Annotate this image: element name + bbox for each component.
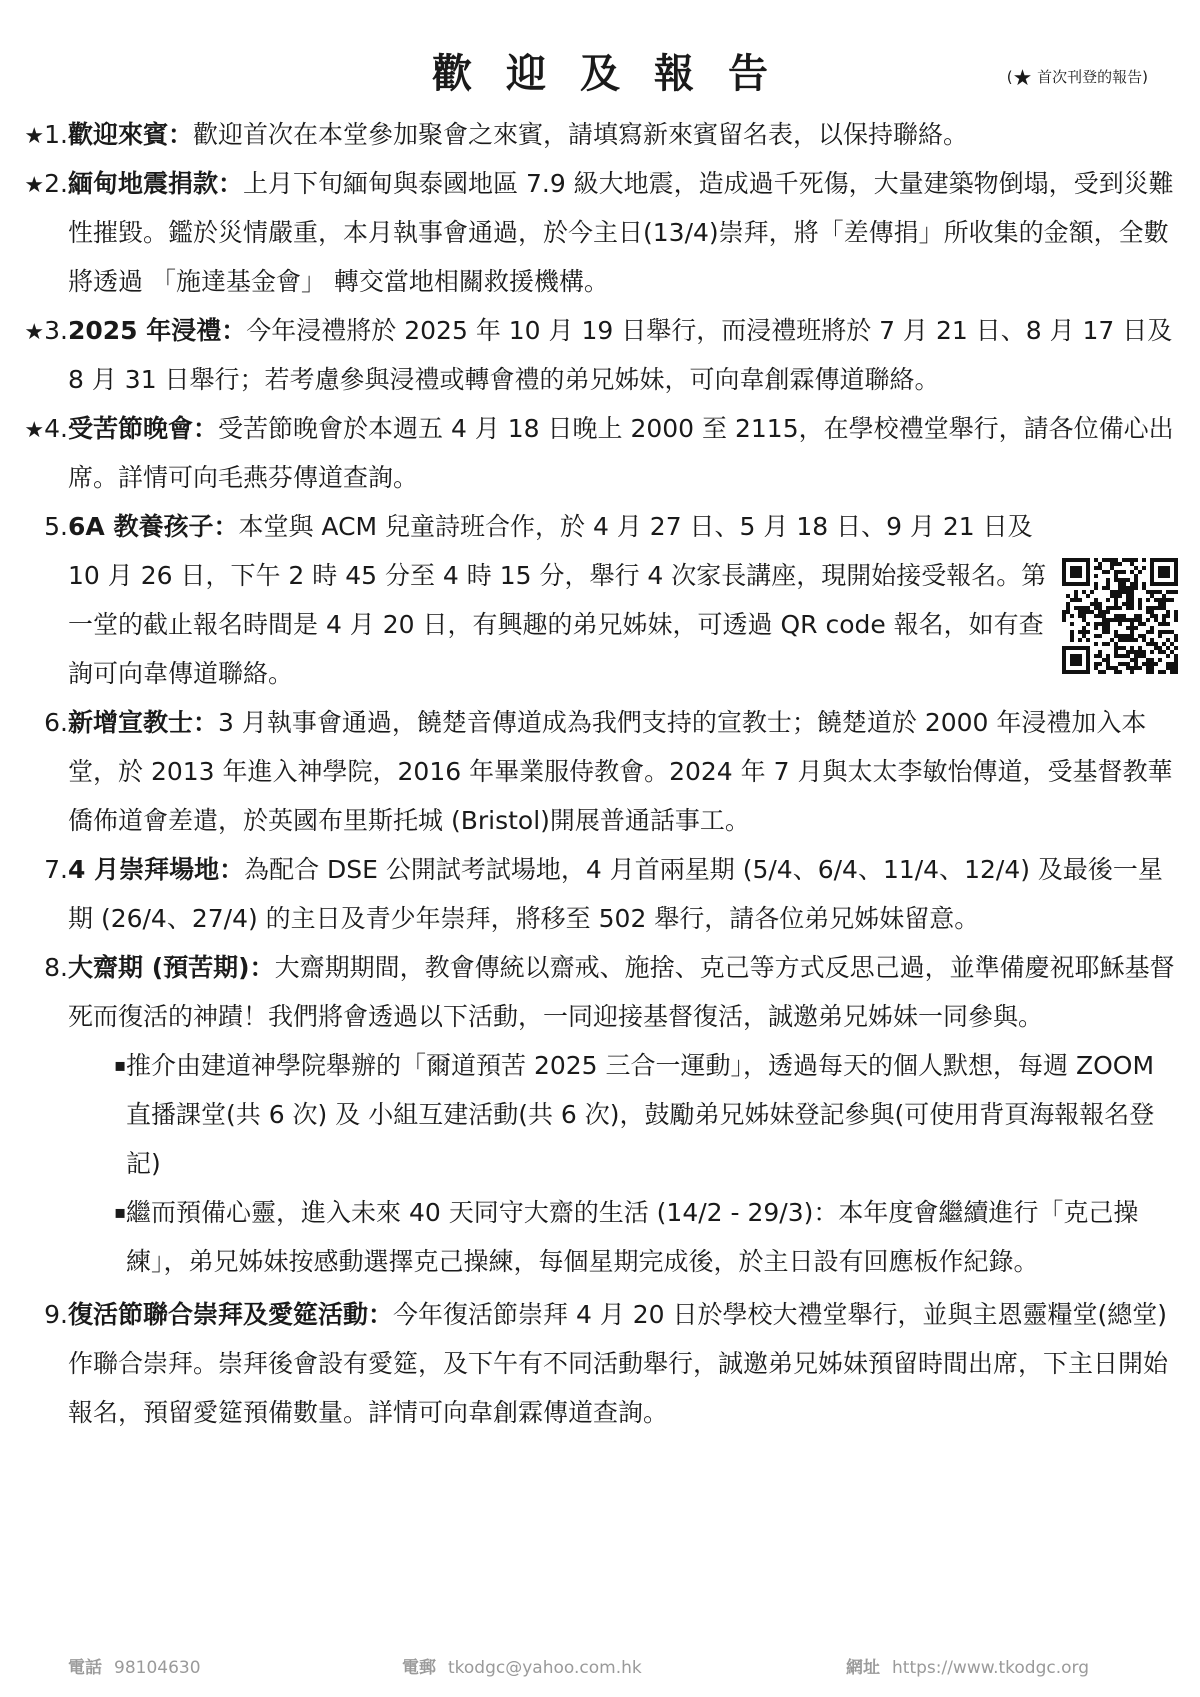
item-text: 大齋期期間，教會傳統以齋戒、施捨、克己等方式反思己過，並準備慶祝耶穌基督死而復活的神蹟！我們將會透過以下活動，一同迎接基督復活，誠邀弟兄姊妹一同參與。 — [68, 953, 1175, 1031]
item-text: 為配合 DSE 公開試考試場地，4 月首兩星期 (5/4、6/4、11/4、12/4) 及最後一星期 (26/4、27/4) 的主日及青少年崇拜，將移至 502 舉行，請各位弟兄姊妹留意。 — [68, 855, 1163, 933]
star-icon: ★ — [24, 418, 45, 443]
lent-bullet-1 — [0, 1041, 1200, 1188]
announcement-7 — [0, 845, 1200, 943]
announcement-6 — [0, 698, 1200, 845]
footer-website[interactable]: 網址 https://www.tkodgc.org — [846, 1658, 1090, 1678]
item-title: 大齋期 (預苦期)： — [68, 953, 275, 982]
announcement-9 — [0, 1290, 1200, 1437]
announcement-2 — [0, 159, 1200, 306]
item-title: 受苦節晚會： — [68, 414, 219, 443]
item-title: 緬甸地震捐款： — [68, 169, 244, 198]
item-number: 1. — [44, 120, 68, 149]
bullet-text: 推介由建道神學院舉辦的「爾道預苦 2025 三合一運動」，透過每天的個人默想，每週 ZOOM 直播課堂(共 6 次) 及 小組互建活動(共 6 次)，鼓勵弟兄姊妹登記參與(可使用背頁海報報名登記) — [126, 1051, 1155, 1178]
item-title: 2025 年浸禮： — [68, 316, 247, 345]
legend: (★ 首次刊登的報告) — [1006, 66, 1148, 91]
item-number: 6. — [44, 708, 68, 737]
announcements — [0, 110, 1200, 1437]
item-title: 歡迎來賓： — [68, 120, 194, 149]
star-icon: ★ — [1012, 66, 1033, 91]
star-icon: ★ — [24, 173, 45, 198]
item-text: 今年復活節崇拜 4 月 20 日於學校大禮堂舉行，並與主恩靈糧堂(總堂)作聯合崇拜。崇拜後會設有愛筵，及下午有不同活動舉行，誠邀弟兄姊妹預留時間出席，下主日開始報名，預留愛筵預備數量。詳情可向韋創霖傳道查詢。 — [68, 1300, 1169, 1427]
item-text: 歡迎首次在本堂參加聚會之來賓，請填寫新來賓留名表，以保持聯絡。 — [193, 120, 969, 149]
bullet-icon: ▪ — [114, 1202, 127, 1223]
page-title: 歡迎及報告 — [432, 51, 802, 97]
item-text: 3 月執事會通過，饒楚音傳道成為我們支持的宣教士；饒楚道於 2000 年浸禮加入本堂，於 2013 年進入神學院，2016 年畢業服侍教會。2024 年 7 月與太太李敏怡傳道，受基督教華僑佈道會差遣，於英國布里斯托城 (Bristol)開展普通話事工。 — [68, 708, 1173, 835]
announcement-1 — [0, 110, 1200, 159]
item-number: 8. — [44, 953, 68, 982]
item-text: 本堂與 ACM 兒童詩班合作，於 4 月 27 日、5 月 18 日、9 月 21 日及 10 月 26 日，下午 2 時 45 分至 4 時 15 分，舉行 4 次家長講座，現開始接受報名。第一堂的截止報名時間是 4 月 20 日，有興趣的弟兄姊妹，可透過 QR code 報名，如有查詢可向韋傳道聯絡。 — [68, 512, 1047, 688]
item-title: 復活節聯合崇拜及愛筵活動： — [68, 1300, 394, 1329]
item-title: 新增宣教士： — [68, 708, 219, 737]
item-number: 9. — [44, 1300, 68, 1329]
announcement-5 — [0, 502, 1200, 698]
qr-code[interactable] — [1062, 558, 1178, 674]
item-number: 5. — [44, 512, 68, 541]
star-icon: ★ — [24, 320, 45, 345]
announcement-3 — [0, 306, 1200, 404]
item-text: 受苦節晚會於本週五 4 月 18 日晚上 2000 至 2115，在學校禮堂舉行，請各位備心出席。詳情可向毛燕芬傳道查詢。 — [68, 414, 1174, 492]
item-title: 6A 教養孩子： — [68, 512, 239, 541]
footer-phone: 電話 98104630 — [68, 1658, 201, 1678]
bullet-text: 繼而預備心靈，進入未來 40 天同守大齋的生活 (14/2 - 29/3)：本年度會繼續進行「克己操練」，弟兄姊妹按感動選擇克己操練，每個星期完成後，於主日設有回應板作紀錄。 — [126, 1198, 1139, 1276]
footer-email[interactable]: 電郵 tkodgc@yahoo.com.hk — [402, 1658, 642, 1678]
announcement-8 — [0, 943, 1200, 1041]
announcement-4 — [0, 404, 1200, 502]
item-number: 3. — [44, 316, 68, 345]
item-text: 今年浸禮將於 2025 年 10 月 19 日舉行，而浸禮班將於 7 月 21 日、8 月 17 日及 8 月 31 日舉行；若考慮參與浸禮或轉會禮的弟兄姊妹，可向韋創霖傳道聯絡。 — [68, 316, 1173, 394]
star-icon: ★ — [24, 124, 45, 149]
item-number: 4. — [44, 414, 68, 443]
bullet-icon: ▪ — [114, 1055, 127, 1076]
legend-text: 首次刊登的報告 — [1037, 68, 1143, 86]
item-number: 2. — [44, 169, 68, 198]
item-title: 4 月崇拜場地： — [68, 855, 245, 884]
item-text: 上月下旬緬甸與泰國地區 7.9 級大地震，造成過千死傷，大量建築物倒塌，受到災難性摧毀。鑑於災情嚴重，本月執事會通過，於今主日(13/4)崇拜，將「差傳捐」所收集的金額，全數將透過 「施達基金會」 轉交當地相關救援機構。 — [68, 169, 1174, 296]
lent-bullet-2 — [0, 1188, 1200, 1286]
item-number: 7. — [44, 855, 68, 884]
